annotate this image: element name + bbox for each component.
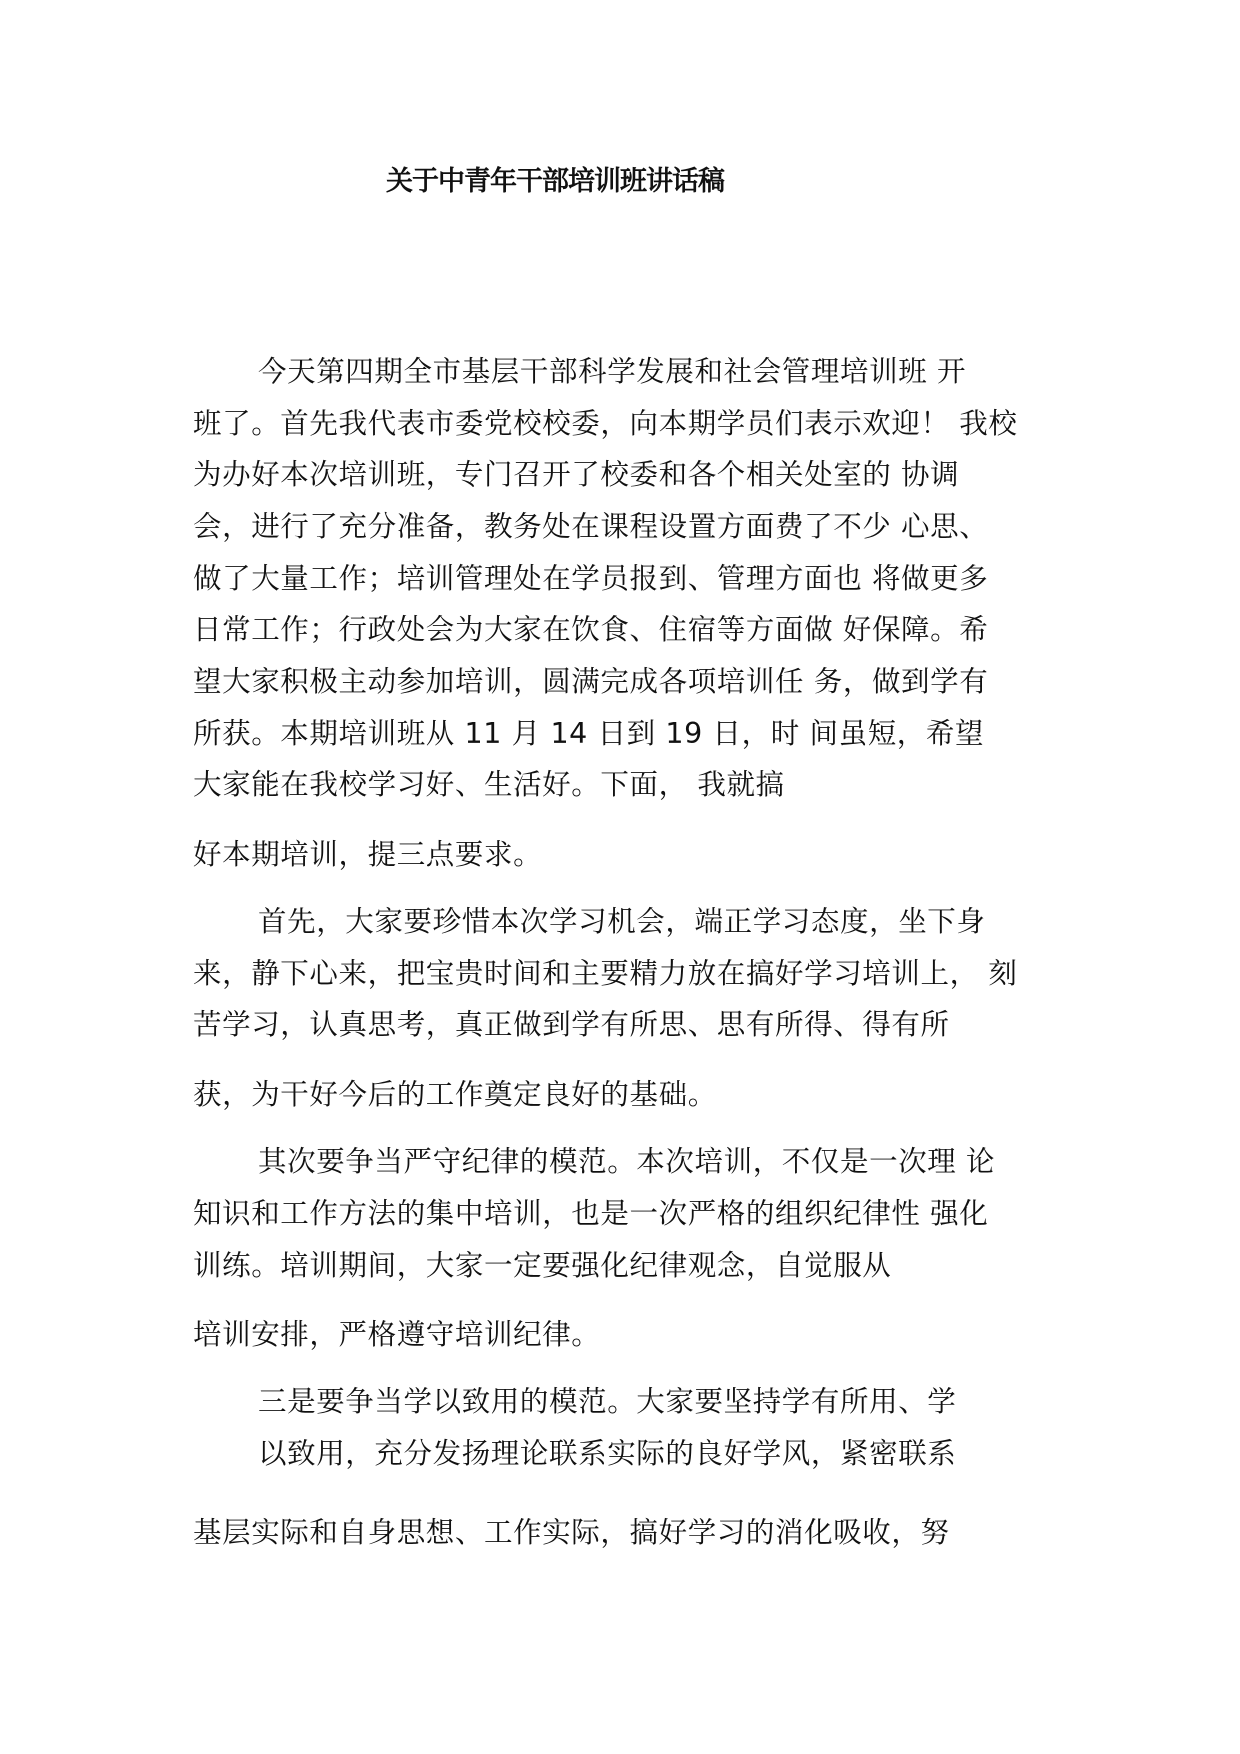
paragraph-line: 会，进行了充分准备，教务处在课程设置方面费了不少 心思、 — [193, 510, 989, 543]
paragraph-line: 所获。本期培训班从 11 月 14 日到 19 日，时 间虽短，希望 — [193, 717, 985, 750]
paragraph-line: 做了大量工作；培训管理处在学员报到、管理方面也 将做更多 — [193, 562, 989, 595]
paragraph-line: 三是要争当学以致用的模范。大家要坚持学有所用、学 — [258, 1385, 957, 1418]
paragraph-line: 首先，大家要珍惜本次学习机会，端正学习态度，坐下身 — [258, 905, 986, 938]
paragraph-line: 基层实际和自身思想、工作实际，搞好学习的消化吸收，努 — [193, 1516, 950, 1549]
paragraph-line: 训练。培训期间，大家一定要强化纪律观念，自觉服从 — [193, 1249, 892, 1282]
paragraph-line: 苦学习，认真思考，真正做到学有所思、思有所得、得有所 — [193, 1008, 950, 1041]
paragraph-line: 大家能在我校学习好、生活好。下面， 我就搞 — [193, 768, 785, 801]
document-title: 关于中青年干部培训班讲话稿 — [386, 166, 724, 197]
paragraph-line: 获，为干好今后的工作奠定良好的基础。 — [193, 1078, 717, 1111]
paragraph-line: 知识和工作方法的集中培训，也是一次严格的组织纪律性 强化 — [193, 1197, 989, 1230]
paragraph-line: 为办好本次培训班，专门召开了校委和各个相关处室的 协调 — [193, 458, 960, 491]
paragraph-line: 班了。首先我代表市委党校校委，向本期学员们表示欢迎！ 我校 — [193, 407, 1018, 440]
paragraph-line: 今天第四期全市基层干部科学发展和社会管理培训班 开 — [258, 355, 967, 388]
paragraph-line: 来，静下心来，把宝贵时间和主要精力放在搞好学习培训上， 刻 — [193, 957, 1018, 990]
paragraph-line: 其次要争当严守纪律的模范。本次培训，不仅是一次理 论 — [258, 1145, 996, 1178]
paragraph-line: 好本期培训，提三点要求。 — [193, 838, 543, 871]
paragraph-line: 日常工作；行政处会为大家在饮食、住宿等方面做 好保障。希 — [193, 613, 989, 646]
paragraph-line: 以致用，充分发扬理论联系实际的良好学风，紧密联系 — [258, 1437, 957, 1470]
paragraph-line: 望大家积极主动参加培训，圆满完成各项培训任 务，做到学有 — [193, 665, 989, 698]
paragraph-line: 培训安排，严格遵守培训纪律。 — [193, 1318, 601, 1351]
